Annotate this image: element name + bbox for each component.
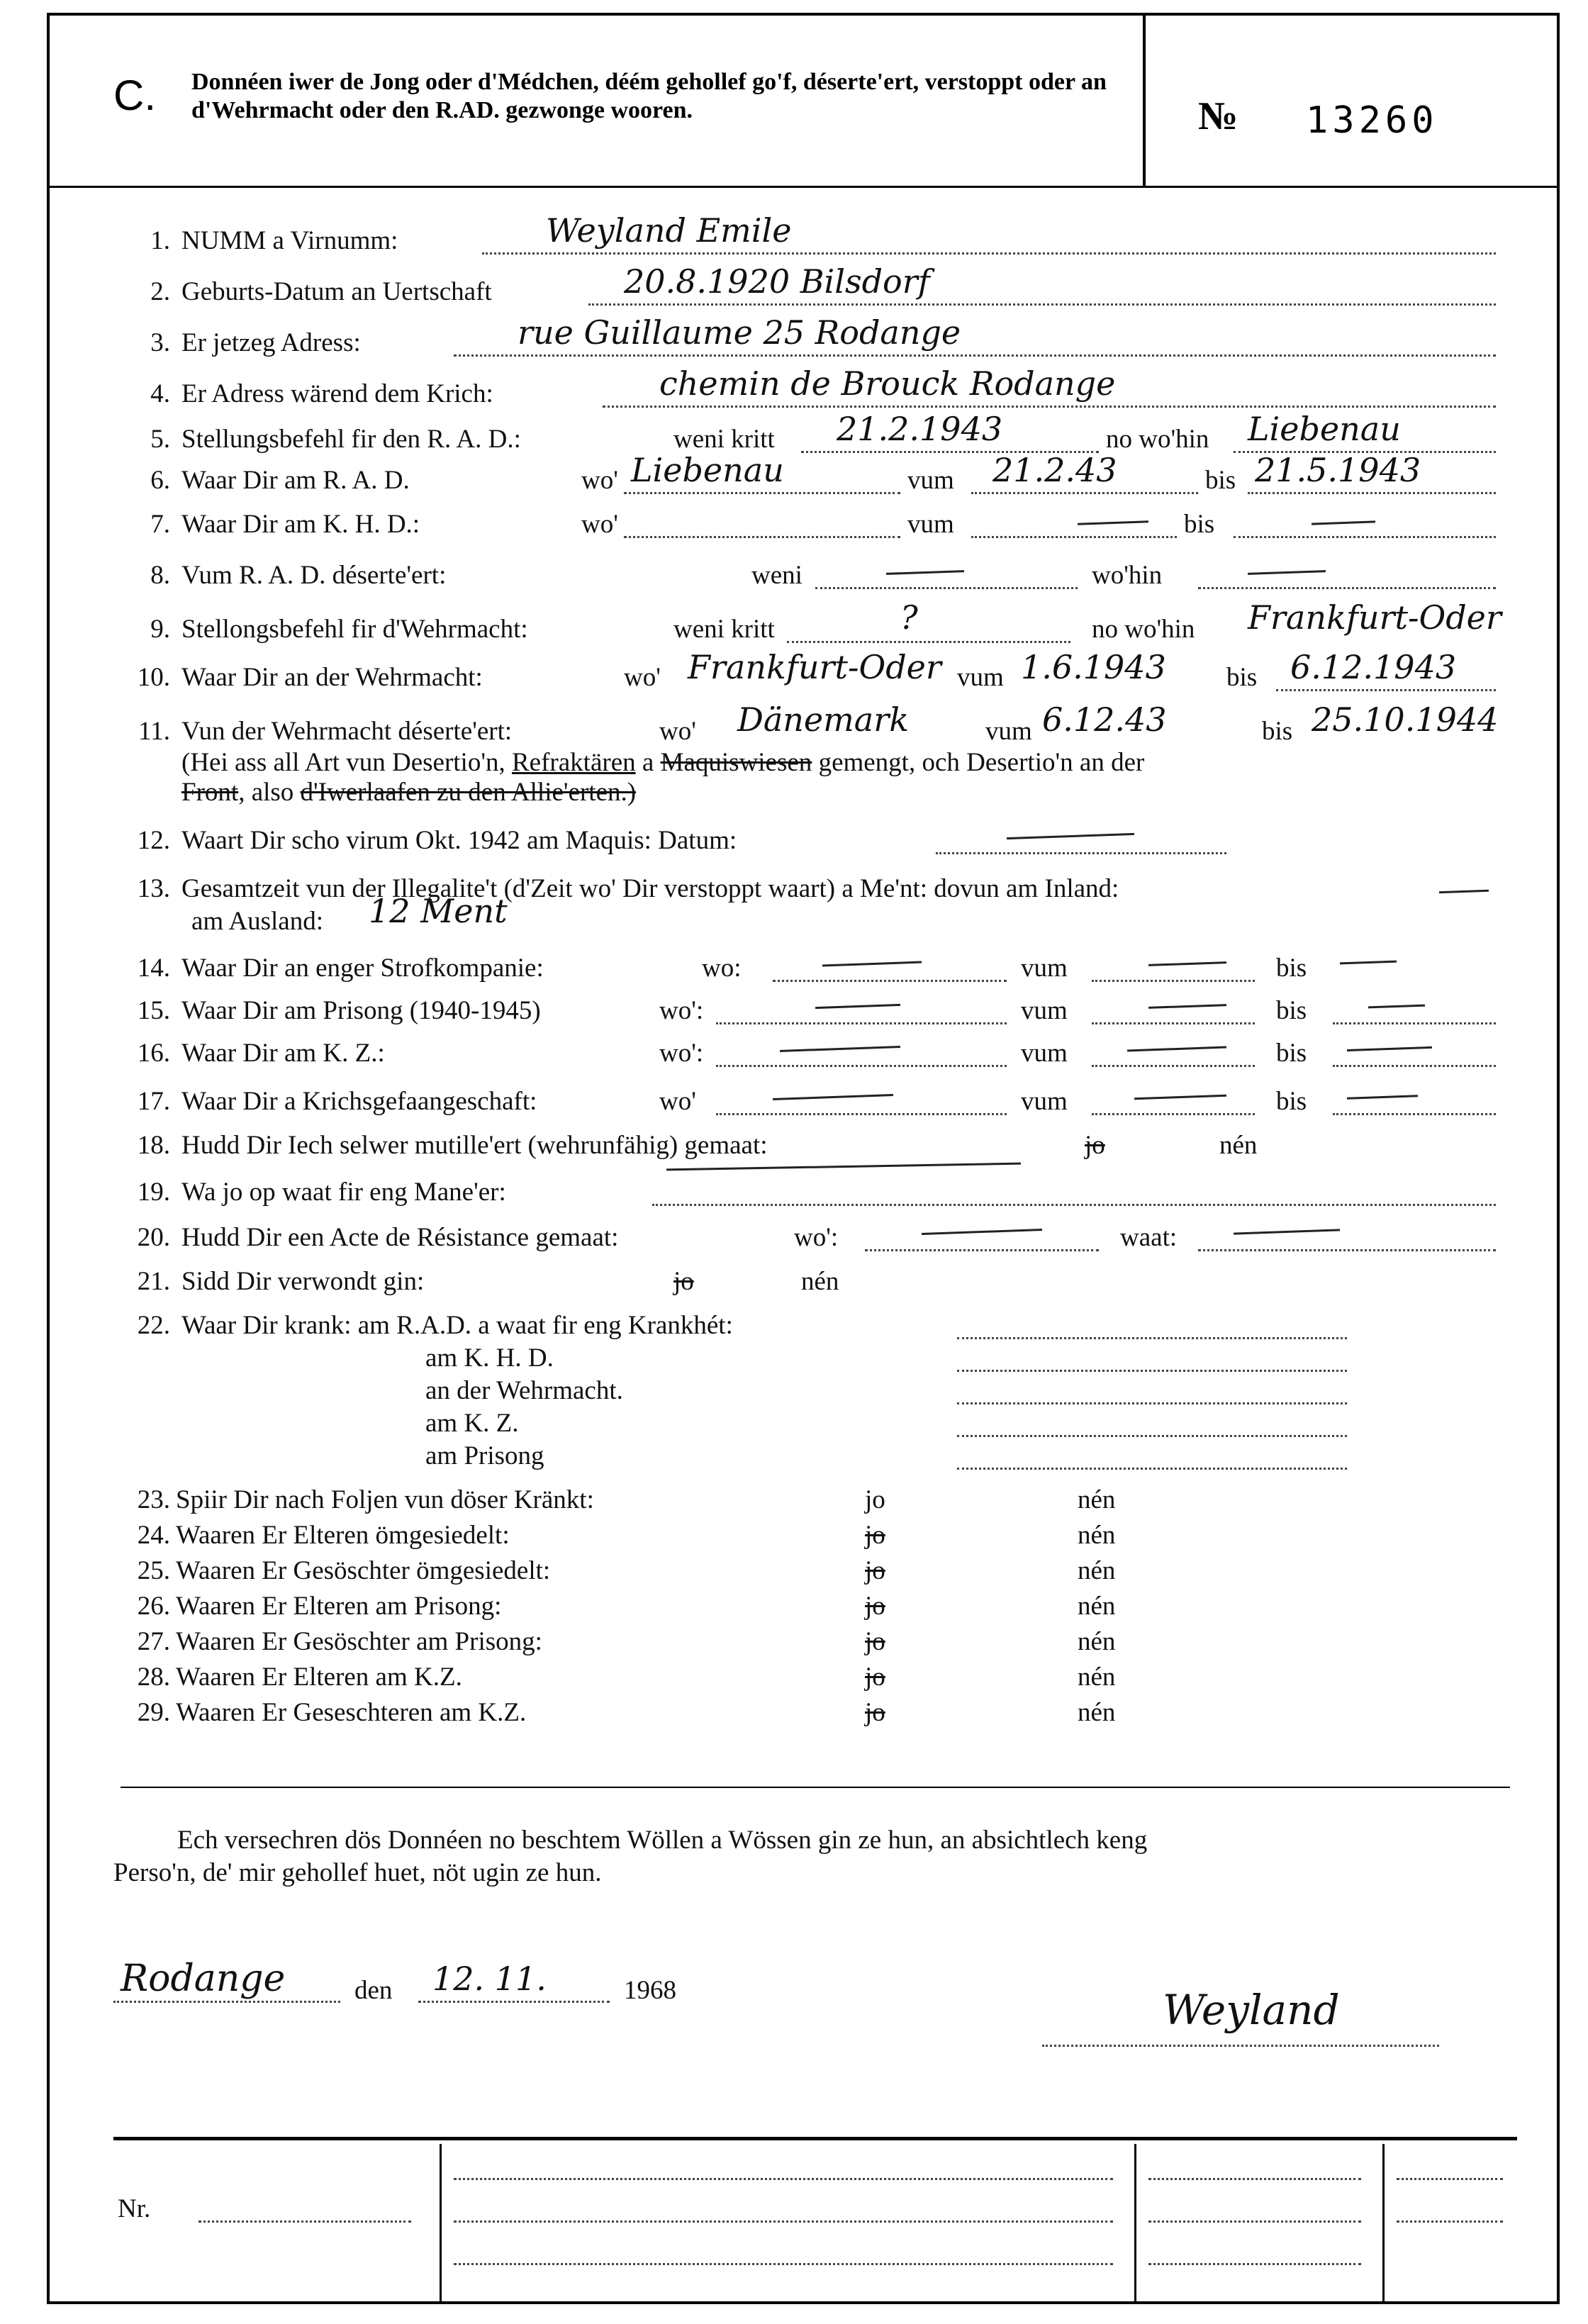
answer-nen: nén <box>1078 1592 1116 1621</box>
footer-rule <box>113 2137 1517 2140</box>
row-label: Vun der Wehrmacht déserte'ert: <box>181 717 513 746</box>
wo-label: wo' <box>659 717 696 746</box>
wohin-label: no wo'hin <box>1092 615 1195 644</box>
row-number: 27. <box>137 1627 170 1656</box>
footer-line <box>454 2220 1113 2223</box>
vum-label: vum <box>957 663 1004 692</box>
handwritten-from: 6.12.43 <box>1042 700 1167 739</box>
row-label: Waaren Er Elteren ömgesiedelt: <box>176 1521 510 1550</box>
row-label: Wa jo op waat fir eng Mane'er: <box>181 1178 506 1207</box>
handwritten-address: rue Guillaume 25 Rodange <box>518 313 961 352</box>
row-label: Gesamtzeit vun der Illegalite't (d'Zeit wo' Dir verstoppt waart) a Me'nt: dovun am Inland: <box>181 874 1119 903</box>
row-label: Waar Dir am K. H. D.: <box>181 510 420 539</box>
handwritten-from: 1.6.1943 <box>1021 648 1166 686</box>
row-number: 23. <box>137 1485 170 1514</box>
bis-label: bis <box>1205 466 1236 495</box>
illness-sub: am K. Z. <box>425 1409 519 1438</box>
row-number: 19. <box>137 1178 170 1207</box>
illness-sub: an der Wehrmacht. <box>425 1376 623 1405</box>
row-number: 13. <box>137 874 170 903</box>
illness-sub: am Prisong <box>425 1441 544 1470</box>
row-number: 24. <box>137 1521 170 1550</box>
row-label: Waar Dir an enger Strofkompanie: <box>181 954 544 983</box>
bis-label: bis <box>1276 954 1307 983</box>
row-label: Waar Dir am R. A. D. <box>181 466 410 495</box>
answer-jo-struck: jo <box>865 1592 885 1621</box>
fill-line <box>957 1337 1347 1339</box>
answer-nen: nén <box>1078 1627 1116 1656</box>
year-label: 1968 <box>624 1976 676 2005</box>
handwritten-name: Weyland Emile <box>546 211 792 250</box>
fill-line <box>971 536 1177 538</box>
note-text: , also <box>238 778 294 807</box>
header-rule <box>50 186 1557 188</box>
vum-label: vum <box>1021 996 1068 1025</box>
answer-jo-struck: jo <box>1085 1131 1105 1160</box>
note-refraktaeren: Refraktären <box>512 748 636 777</box>
answer-jo-struck: jo <box>865 1663 885 1692</box>
fill-line <box>957 1468 1347 1470</box>
row-number: 4. <box>150 379 170 408</box>
handwritten-war-address: chemin de Brouck Rodange <box>659 364 1116 403</box>
row-label: Waar Dir am Prisong (1940-1945) <box>181 996 541 1025</box>
row-number: 10. <box>137 663 170 692</box>
footer-line <box>454 2178 1113 2180</box>
row-number: 25. <box>137 1556 170 1585</box>
row-number: 29. <box>137 1698 170 1727</box>
handwritten-to: 6.12.1943 <box>1290 648 1457 686</box>
row-label: Waart Dir scho virum Okt. 1942 am Maquis: Datum: <box>181 826 737 855</box>
answer-jo-struck: jo <box>865 1521 885 1550</box>
fill-line <box>603 406 1496 408</box>
wo-label: wo': <box>659 1039 704 1068</box>
fill-line <box>624 492 900 494</box>
row-label: Sidd Dir verwondt gin: <box>181 1267 425 1296</box>
fill-line <box>957 1402 1347 1404</box>
row-number: 17. <box>137 1087 170 1116</box>
wo-label: wo' <box>624 663 661 692</box>
answer-nen: nén <box>1078 1521 1116 1550</box>
fill-line <box>1333 1065 1496 1067</box>
handwritten-place: Frankfurt-Oder <box>1248 598 1502 637</box>
wo-label: wo': <box>659 996 704 1025</box>
footer-line <box>454 2263 1113 2265</box>
handwritten-date: ? <box>900 598 918 637</box>
place-line <box>113 2001 340 2003</box>
wo-label: wo: <box>702 954 742 983</box>
abroad-label: am Ausland: <box>191 907 324 936</box>
form-number: 13260 <box>1306 99 1438 142</box>
fill-line <box>1234 536 1496 538</box>
wo-label: wo' <box>581 510 618 539</box>
declaration-line1: Ech versechren dös Donnéen no beschtem Wöllen a Wössen gin ze hun, an absichtlech keng <box>177 1826 1148 1855</box>
row-number: 18. <box>137 1131 170 1160</box>
footer-divider <box>1382 2144 1385 2301</box>
fill-line <box>1198 1249 1496 1251</box>
row-number: 12. <box>137 826 170 855</box>
number-symbol: № <box>1198 94 1238 138</box>
wohin-label: wo'hin <box>1092 561 1163 590</box>
row-label: Hudd Dir Iech selwer mutille'ert (wehrunfähig) gemaat: <box>181 1131 768 1160</box>
waat-label: waat: <box>1120 1223 1178 1252</box>
row-number: 11. <box>138 717 170 746</box>
desertion-note <box>181 747 1144 778</box>
row-number: 6. <box>150 466 170 495</box>
handwritten-place: Frankfurt-Oder <box>688 648 941 686</box>
date-line <box>418 2001 610 2003</box>
answer-jo-struck: jo <box>865 1627 885 1656</box>
section-letter: C. <box>113 72 156 119</box>
fill-line <box>787 641 1070 643</box>
answer-nen: nén <box>1078 1556 1116 1585</box>
row-number: 22. <box>137 1311 170 1340</box>
answer-jo-struck: jo <box>865 1698 885 1727</box>
bis-label: bis <box>1226 663 1258 692</box>
handwritten-to: 25.10.1944 <box>1312 700 1499 739</box>
vum-label: vum <box>1021 1087 1068 1116</box>
wo-label: wo' <box>581 466 618 495</box>
note-iwerlaafen: d'Iwerlaafen zu den Allie'erten.) <box>300 778 637 807</box>
row-number: 26. <box>137 1592 170 1621</box>
fill-line <box>1092 1113 1255 1115</box>
signature: Weyland <box>1163 1986 1340 2034</box>
wo-label: wo' <box>659 1087 696 1116</box>
fill-line <box>1248 492 1496 494</box>
nr-label: Nr. <box>118 2194 151 2223</box>
footer-divider <box>440 2144 442 2301</box>
bis-label: bis <box>1276 1039 1307 1068</box>
handwritten-date: 12. 11. <box>432 1960 547 1998</box>
fill-line <box>1198 587 1496 589</box>
nr-line <box>198 2220 411 2223</box>
answer-nen: nén <box>1219 1131 1258 1160</box>
row-number: 9. <box>150 615 170 644</box>
handwritten-date: 21.2.1943 <box>837 410 1003 448</box>
fill-line <box>716 1065 1007 1067</box>
signature-line <box>1042 2045 1439 2047</box>
fill-line <box>1092 980 1255 982</box>
den-label: den <box>354 1976 393 2005</box>
row-number: 2. <box>150 277 170 306</box>
answer-nen: nén <box>1078 1663 1116 1692</box>
row-label: Waar Dir krank: am R.A.D. a waat fir eng Krankhét: <box>181 1311 733 1340</box>
row-label: Waaren Er Gesöschter ömgesiedelt: <box>176 1556 551 1585</box>
handwritten-place: Rodange <box>121 1957 286 2000</box>
row-number: 14. <box>137 954 170 983</box>
fill-line <box>482 252 1496 255</box>
note-maquis: Maquiswiesen <box>660 748 812 777</box>
handwritten-birth: 20.8.1920 Bilsdorf <box>624 262 930 301</box>
vum-label: vum <box>907 510 954 539</box>
handwritten-place: Dänemark <box>737 700 910 739</box>
row-number: 20. <box>137 1223 170 1252</box>
vum-label: vum <box>985 717 1032 746</box>
fill-line <box>971 492 1198 494</box>
note-text: gemengt, och Desertio'n an der <box>818 748 1145 777</box>
row-label: Waar Dir am K. Z.: <box>181 1039 385 1068</box>
row-label: Spiir Dir nach Foljen vun döser Kränkt: <box>176 1485 594 1514</box>
vum-label: vum <box>907 466 954 495</box>
illness-sub: am K. H. D. <box>425 1343 554 1373</box>
row-label: Geburts-Datum an Uertschaft <box>181 277 492 306</box>
row-number: 3. <box>150 328 170 357</box>
fill-line <box>936 852 1226 854</box>
row-label: Waar Dir an der Wehrmacht: <box>181 663 483 692</box>
footer-line <box>1397 2178 1503 2180</box>
handwritten-place: Liebenau <box>631 451 784 489</box>
row-label: Hudd Dir een Acte de Résistance gemaat: <box>181 1223 619 1252</box>
handwritten-to: 21.5.1943 <box>1255 451 1421 489</box>
form-title: Donnéen iwer de Jong oder d'Médchen, déém gehollef go'f, déserte'ert, verstoppt oder an d'Wehrmacht oder den R.AD. gezwonge wooren. <box>191 69 1107 123</box>
wo-label: wo': <box>794 1223 839 1252</box>
row-number: 28. <box>137 1663 170 1692</box>
fill-line <box>716 1113 1007 1115</box>
fill-line <box>1276 689 1496 691</box>
footer-line <box>1148 2220 1361 2223</box>
row-number: 15. <box>137 996 170 1025</box>
fill-line <box>1333 1022 1496 1024</box>
footer-line <box>1148 2178 1361 2180</box>
handwritten-from: 21.2.43 <box>992 451 1117 489</box>
answer-jo: jo <box>865 1485 885 1514</box>
fill-line <box>1333 1113 1496 1115</box>
answer-jo-struck: jo <box>673 1267 694 1296</box>
weni-label: weni <box>751 561 803 590</box>
weni-label: weni kritt <box>673 425 775 454</box>
row-label: NUMM a Virnumm: <box>181 226 398 255</box>
row-label: Er Adress wärend dem Krich: <box>181 379 493 408</box>
note-text: a <box>642 748 654 777</box>
row-label: Stellongsbefehl fir d'Wehrmacht: <box>181 615 528 644</box>
vum-label: vum <box>1021 954 1068 983</box>
header-divider <box>1143 16 1146 186</box>
row-label: Waaren Er Gesöschter am Prisong: <box>176 1627 542 1656</box>
row-number: 1. <box>150 226 170 255</box>
footer-divider <box>1134 2144 1136 2301</box>
row-label: Waaren Er Elteren am Prisong: <box>176 1592 502 1621</box>
handwritten-place: Liebenau <box>1248 410 1401 448</box>
row-number: 8. <box>150 561 170 590</box>
fill-line <box>865 1249 1099 1251</box>
fill-line <box>716 1022 1007 1024</box>
fill-line <box>1092 1065 1255 1067</box>
vum-label: vum <box>1021 1039 1068 1068</box>
bis-label: bis <box>1262 717 1293 746</box>
wohin-label: no wo'hin <box>1106 425 1209 454</box>
handwritten-months: 12 Ment <box>369 892 508 930</box>
fill-line <box>454 354 1496 357</box>
fill-line <box>652 1204 1496 1206</box>
footer-line <box>1148 2263 1361 2265</box>
fill-line <box>957 1435 1347 1437</box>
fill-line <box>815 587 1078 589</box>
bis-label: bis <box>1276 996 1307 1025</box>
answer-nen: nén <box>1078 1485 1116 1514</box>
row-label: Waaren Er Elteren am K.Z. <box>176 1663 462 1692</box>
fill-line <box>773 980 1007 982</box>
row-number: 21. <box>137 1267 170 1296</box>
row-number: 16. <box>137 1039 170 1068</box>
row-label: Stellungsbefehl fir den R. A. D.: <box>181 425 521 454</box>
answer-jo-struck: jo <box>865 1556 885 1585</box>
row-label: Waar Dir a Krichsgefaangeschaft: <box>181 1087 537 1116</box>
row-label: Vum R. A. D. déserte'ert: <box>181 561 447 590</box>
footer-line <box>1397 2220 1503 2223</box>
fill-line <box>957 1370 1347 1372</box>
fill-line <box>624 536 900 538</box>
answer-nen: nén <box>1078 1698 1116 1727</box>
answer-nen: nén <box>801 1267 839 1296</box>
bis-label: bis <box>1276 1087 1307 1116</box>
fill-line <box>588 303 1496 306</box>
note-front: Front <box>181 778 239 807</box>
row-label: Waaren Er Geseschteren am K.Z. <box>176 1698 527 1727</box>
desertion-note-line2 <box>181 777 636 808</box>
declaration-rule <box>121 1787 1510 1788</box>
weni-label: weni kritt <box>673 615 775 644</box>
row-number: 7. <box>150 510 170 539</box>
declaration-line2: Perso'n, de' mir gehollef huet, nöt ugin ze hun. <box>113 1858 602 1887</box>
fill-line <box>1092 1022 1255 1024</box>
row-label: Er jetzeg Adress: <box>181 328 361 357</box>
row-number: 5. <box>150 425 170 454</box>
note-text: (Hei ass all Art vun Desertio'n, <box>181 748 505 777</box>
bis-label: bis <box>1184 510 1215 539</box>
